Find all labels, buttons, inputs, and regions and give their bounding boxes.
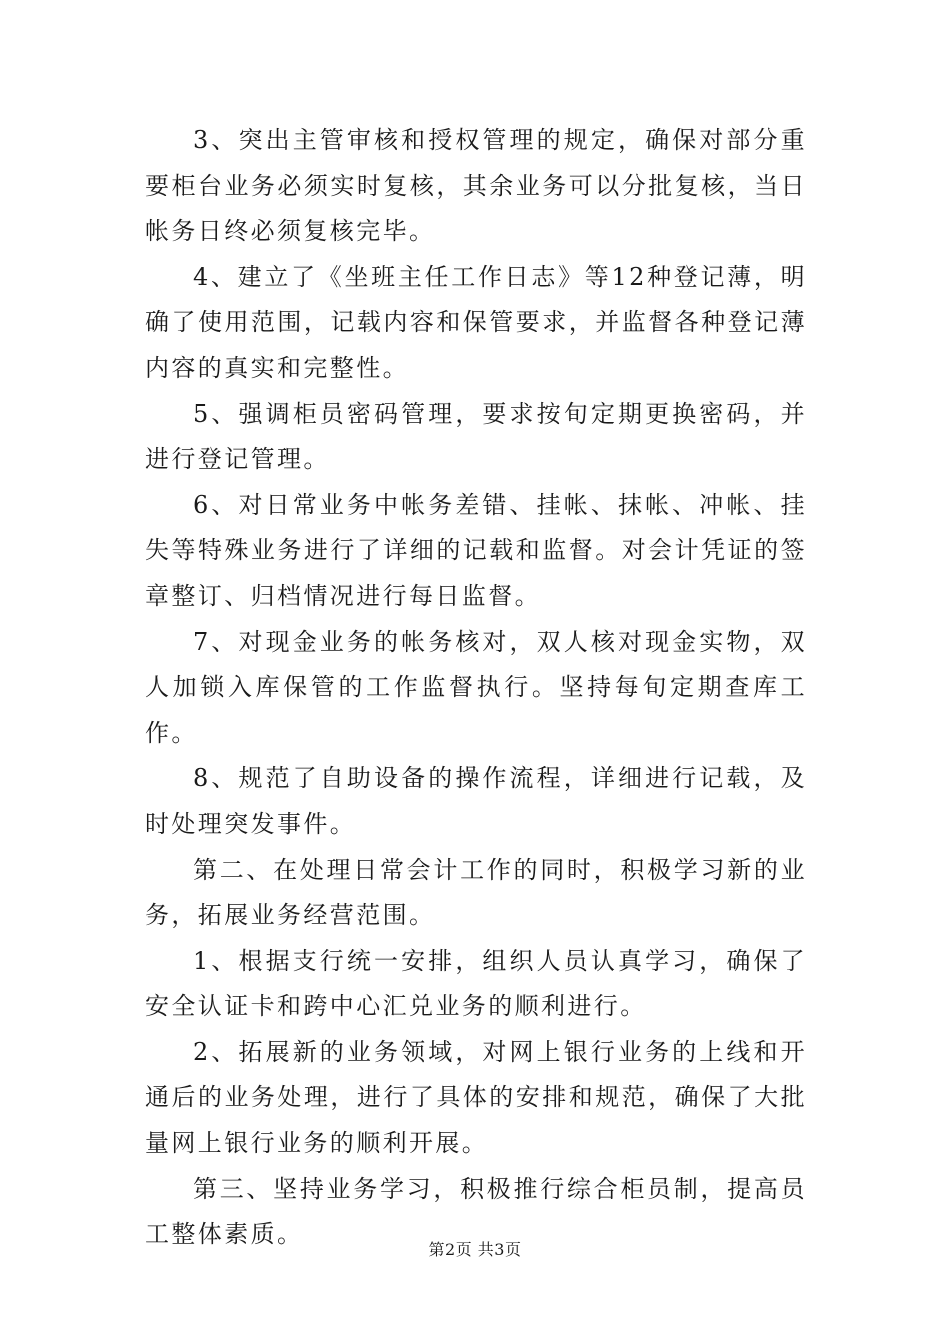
section-heading-third: 第三、坚持业务学习，积极推行综合柜员制，提高员工整体素质。 xyxy=(145,1174,807,1249)
paragraph-item-5: 5、强调柜员密码管理，要求按旬定期更换密码，并进行登记管理。 xyxy=(145,399,807,474)
page-number-footer: 第2页 共3页 xyxy=(428,1240,522,1259)
paragraph-item-7: 7、对现金业务的帐务核对，双人核对现金实物，双人加锁入库保管的工作监督执行。坚持每旬定期查库工作。 xyxy=(145,627,807,747)
paragraph-item-3: 3、突出主管审核和授权管理的规定，确保对部分重要柜台业务必须实时复核，其余业务可以分批复核，当日帐务日终必须复核完毕。 xyxy=(145,126,807,246)
paragraph-item-4: 4、建立了《坐班主任工作日志》等12种登记薄，明确了使用范围，记载内容和保管要求，并监督各种登记薄内容的真实和完整性。 xyxy=(145,262,807,382)
paragraph-item-8: 8、规范了自助设备的操作流程，详细进行记载，及时处理突发事件。 xyxy=(145,764,807,838)
paragraph-item-1: 1、根据支行统一安排，组织人员认真学习，确保了安全认证卡和跨中心汇兑业务的顺利进行。 xyxy=(145,946,807,1021)
paragraph-item-2: 2、拓展新的业务领域，对网上银行业务的上线和开通后的业务处理，进行了具体的安排和规范，确保了大批量网上银行业务的顺利开展。 xyxy=(145,1037,807,1158)
section-heading-second: 第二、在处理日常会计工作的同时，积极学习新的业务，拓展业务经营范围。 xyxy=(145,855,807,930)
document-body xyxy=(145,118,807,1258)
paragraph-item-6: 6、对日常业务中帐务差错、挂帐、抹帐、冲帐、挂失等特殊业务进行了详细的记载和监督。对会计凭证的签章整订、归档情况进行每日监督。 xyxy=(145,490,807,610)
